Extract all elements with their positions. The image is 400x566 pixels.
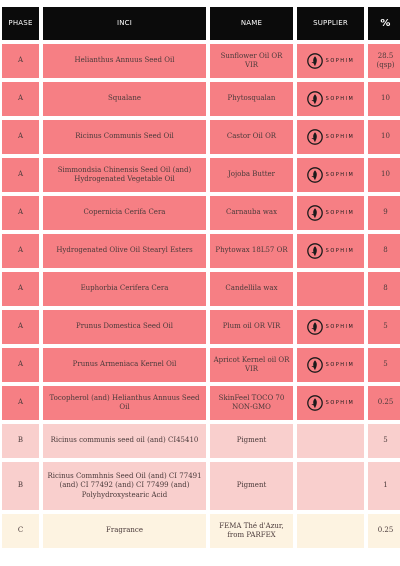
cell-percent-2: 10	[368, 82, 400, 116]
supplier-logo-text: SOPHIM	[325, 171, 355, 178]
cell-supplier-2	[297, 82, 364, 116]
cell-percent-1: 28.5 (qsp)	[368, 44, 400, 78]
cell-inci-9: Prunus Armeniaca Kernel Oil	[43, 348, 206, 382]
cell-phase-8: A	[2, 310, 39, 344]
cell-name-13: FEMA Thé d'Azur, from PARFEX	[210, 514, 293, 548]
cell-inci-7: Euphorbia Cerifera Cera	[43, 272, 206, 306]
cell-supplier-8	[297, 310, 364, 344]
cell-supplier-13	[297, 514, 364, 548]
cell-phase-7: A	[2, 272, 39, 306]
cell-supplier-4	[297, 158, 364, 192]
sophim-logo-icon	[307, 91, 323, 107]
cell-percent-8: 5	[368, 310, 400, 344]
cell-supplier-7	[297, 272, 364, 306]
cell-name-11: Pigment	[210, 424, 293, 458]
cell-phase-9: A	[2, 348, 39, 382]
supplier-logo-text: SOPHIM	[325, 57, 355, 64]
cell-percent-3: 10	[368, 120, 400, 154]
cell-name-12: Pigment	[210, 462, 293, 510]
cell-inci-2: Squalane	[43, 82, 206, 116]
cell-percent-13: 0.25	[368, 514, 400, 548]
cell-percent-7: 8	[368, 272, 400, 306]
cell-percent-10: 0.25	[368, 386, 400, 420]
cell-inci-6: Hydrogenated Olive Oil Stearyl Esters	[43, 234, 206, 268]
cell-phase-1: A	[2, 44, 39, 78]
sophim-logo-icon	[307, 243, 323, 259]
cell-percent-5: 9	[368, 196, 400, 230]
cell-name-5: Carnauba wax	[210, 196, 293, 230]
cell-percent-4: 10	[368, 158, 400, 192]
supplier-logo	[307, 243, 355, 259]
cell-supplier-5	[297, 196, 364, 230]
supplier-logo-text: SOPHIM	[325, 361, 355, 368]
cell-name-7: Candellila wax	[210, 272, 293, 306]
cell-phase-11: B	[2, 424, 39, 458]
cell-inci-11: Ricinus communis seed oil (and) CI45410	[43, 424, 206, 458]
cell-supplier-12	[297, 462, 364, 510]
supplier-logo	[307, 395, 355, 411]
supplier-logo-text: SOPHIM	[325, 247, 355, 254]
cell-inci-12: Ricinus Commhnis Seed Oil (and) CI 77491 (and) CI 77492 (and) CI 77499 (and) Polyhydroxystearic Acid	[43, 462, 206, 510]
cell-supplier-9	[297, 348, 364, 382]
cell-name-4: Jojoba Butter	[210, 158, 293, 192]
supplier-logo	[307, 129, 355, 145]
header-name: NAME	[210, 7, 293, 40]
supplier-logo	[307, 319, 355, 335]
sophim-logo-icon	[307, 395, 323, 411]
sophim-logo-icon	[307, 319, 323, 335]
cell-name-8: Plum oil OR VIR	[210, 310, 293, 344]
header-supplier: SUPPLIER	[297, 7, 364, 40]
supplier-logo	[307, 167, 355, 183]
cell-supplier-1	[297, 44, 364, 78]
cell-percent-9: 5	[368, 348, 400, 382]
sophim-logo-icon	[307, 167, 323, 183]
cell-inci-5: Copernicia Cerifa Cera	[43, 196, 206, 230]
cell-percent-11: 5	[368, 424, 400, 458]
cell-phase-4: A	[2, 158, 39, 192]
cell-inci-3: Ricinus Communis Seed Oil	[43, 120, 206, 154]
sophim-logo-icon	[307, 205, 323, 221]
cell-inci-1: Helianthus Annuus Seed Oil	[43, 44, 206, 78]
cell-phase-12: B	[2, 462, 39, 510]
supplier-logo-text: SOPHIM	[325, 323, 355, 330]
header-percent: %	[368, 7, 400, 40]
header-phase: PHASE	[2, 7, 39, 40]
cell-name-1: Sunflower Oil OR VIR	[210, 44, 293, 78]
header-inci: INCI	[43, 7, 206, 40]
sophim-logo-icon	[307, 53, 323, 69]
cell-supplier-3	[297, 120, 364, 154]
cell-phase-13: C	[2, 514, 39, 548]
cell-inci-10: Tocopherol (and) Helianthus Annuus Seed Oil	[43, 386, 206, 420]
cell-percent-12: 1	[368, 462, 400, 510]
cell-name-2: Phytosqualan	[210, 82, 293, 116]
supplier-logo-text: SOPHIM	[325, 95, 355, 102]
supplier-logo	[307, 357, 355, 373]
cell-name-9: Apricot Kernel oil OR VIR	[210, 348, 293, 382]
cell-phase-5: A	[2, 196, 39, 230]
supplier-logo	[307, 91, 355, 107]
cell-name-3: Castor Oil OR	[210, 120, 293, 154]
cell-inci-13: Fragrance	[43, 514, 206, 548]
cell-name-6: Phytowax 18L57 OR	[210, 234, 293, 268]
supplier-logo	[307, 53, 355, 69]
sophim-logo-icon	[307, 129, 323, 145]
supplier-logo-text: SOPHIM	[325, 209, 355, 216]
cell-inci-4: Simmondsia Chinensis Seed Oil (and) Hydrogenated Vegetable Oil	[43, 158, 206, 192]
cell-name-10: SkinFeel TOCO 70 NON-GMO	[210, 386, 293, 420]
cell-phase-10: A	[2, 386, 39, 420]
supplier-logo-text: SOPHIM	[325, 399, 355, 406]
cell-inci-8: Prunus Domestica Seed Oil	[43, 310, 206, 344]
sophim-logo-icon	[307, 357, 323, 373]
cell-phase-2: A	[2, 82, 39, 116]
cell-phase-3: A	[2, 120, 39, 154]
cell-percent-6: 8	[368, 234, 400, 268]
cell-phase-6: A	[2, 234, 39, 268]
cell-supplier-10	[297, 386, 364, 420]
supplier-logo	[307, 205, 355, 221]
cell-supplier-11	[297, 424, 364, 458]
cell-supplier-6	[297, 234, 364, 268]
supplier-logo-text: SOPHIM	[325, 133, 355, 140]
